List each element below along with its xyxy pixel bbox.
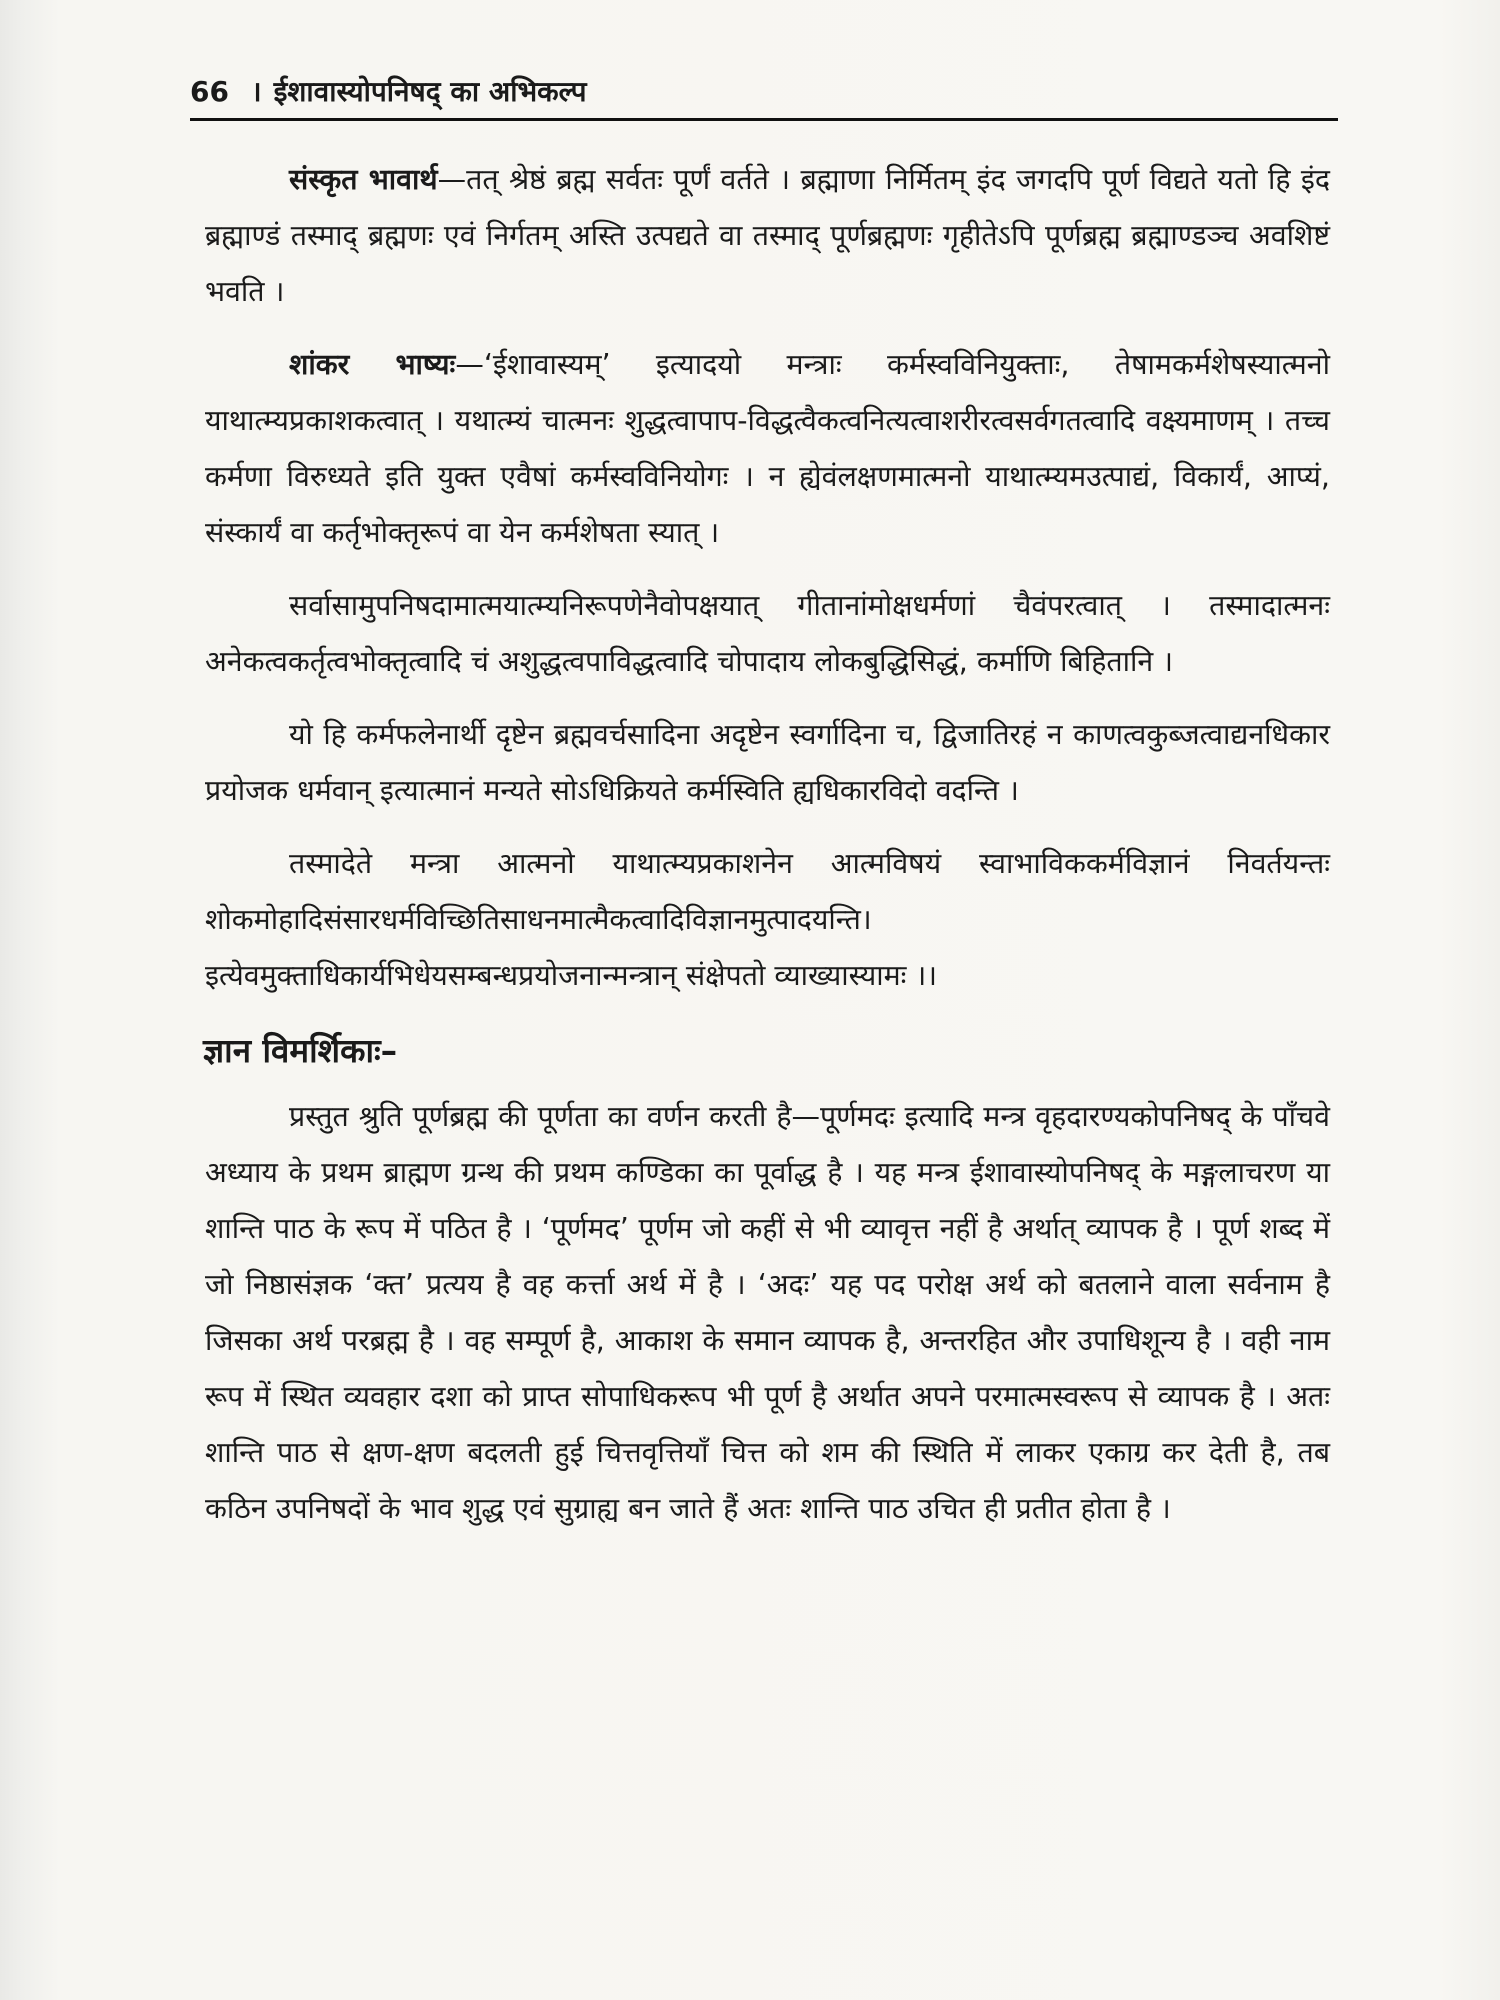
paragraph <box>205 707 1330 819</box>
paragraph-text: —‘ईशावास्यम्’ इत्यादयो मन्त्राः कर्मस्वविनियुक्ताः, तेषामकर्मशेषस्यात्मनो याथात्म्यप्रकाशकत्वात् । यथात्म्यं चात्मनः शुद्धत्वापाप-विद्धत्वैकत्वनित्यत्वाशरीरत्वसर्वगतत्वादि वक्ष्यमाणम् । तच्च कर्मणा विरुध्यते इति युक्त एवैषां कर्मस्वविनियोगः । न ह्येवंलक्षणमात्मनो याथात्म्यमउत्पाद्यं, विकार्यं, आप्यं, संस्कार्यं वा कर्तृभोक्तृरूपं वा येन कर्मशेषता स्यात् । <box>205 348 1330 549</box>
paragraph <box>205 578 1330 690</box>
paragraph-text: सर्वासामुपनिषदामात्मयात्म्यनिरूपणेनैवोपक्षयात् गीतानांमोक्षधर्मणां चैवंपरत्वात् । तस्मादात्मनः अनेकत्वकर्तृत्वभोक्तृत्वादि चं अशुद्धत्वपाविद्धत्वादि चोपादाय लोकबुद्धिसिद्धं, कर्माणि बिहितानि । <box>205 589 1330 678</box>
paragraph-text: प्रस्तुत श्रुति पूर्णब्रह्म की पूर्णता का वर्णन करती है—पूर्णमदः इत्यादि मन्त्र वृहदारण्यकोपनिषद् के पाँचवे अध्याय के प्रथम ब्राह्मण ग्रन्थ की प्रथम कण्डिका का पूर्वाद्ध है । यह मन्त्र ईशावास्योपनिषद् के मङ्गलाचरण या शान्ति पाठ के रूप में पठित है । ‘पूर्णमद’ पूर्णम जो कहीं से भी व्यावृत्त नहीं है अर्थात् व्यापक है । पूर्ण शब्द में जो निष्ठासंज्ञक ‘क्त’ प्रत्यय है वह कर्त्ता अर्थ में है । ‘अदः’ यह पद परोक्ष अर्थ को बतलाने वाला सर्वनाम है जिसका अर्थ परब्रह्म है । वह सम्पूर्ण है, आकाश के समान व्यापक है, अन्तरहित और उपाधिशून्य है । वही नाम रूप में स्थित व्यवहार दशा को प्राप्त सोपाधिकरूप भी पूर्ण है अर्थात अपने परमात्मस्वरूप से व्यापक है । अतः शान्ति पाठ से क्षण-क्षण बदलती हुई चित्तवृत्तियाँ चित्त को शम की स्थिति में लाकर एकाग्र कर देती है, तब कठिन उपनिषदों के भाव शुद्ध एवं सुग्राह्य बन जाते हैं अतः शान्ति पाठ उचित ही प्रतीत होता है । <box>205 1100 1330 1525</box>
paragraph <box>205 1089 1330 1537</box>
paragraph-text: तस्मादेते मन्त्रा आत्मनो याथात्म्यप्रकाशनेन आत्मविषयं स्वाभाविककर्मविज्ञानं निवर्तयन्तः शोकमोहादिसंसारधर्मविच्छितिसाधनमात्मैकत्वादिविज्ञानमुत्पादयन्ति। इत्येवमुक्ताधिकार्यभिधेयसम्बन्धप्रयोजनान्मन्त्रान् संक्षेपतो व्याख्यास्यामः ।। <box>205 847 1330 992</box>
section-heading: ज्ञान विमर्शिकाः– <box>203 1031 398 1070</box>
header-separator: । <box>250 75 262 108</box>
paragraph-shankar-bhashya <box>205 337 1330 561</box>
page-body <box>205 152 1330 1554</box>
paragraph-label: संस्कृत भावार्थ <box>289 163 438 196</box>
paragraph <box>205 836 1330 1004</box>
paragraph-text: यो हि कर्मफलेनार्थी दृष्टेन ब्रह्मवर्चसादिना अदृष्टेन स्वर्गादिना च, द्विजातिरहं न काणत्वकुब्जत्वाद्यनधिकार प्रयोजक धर्मवान् इत्यात्मानं मन्यते सोऽधिक्रियते कर्मस्विति ह्यधिकारविदो वदन्ति । <box>205 718 1330 807</box>
paragraph-text: —तत् श्रेष्ठं ब्रह्म सर्वतः पूर्णं वर्तते । ब्रह्माणा निर्मितम् इंद जगदपि पूर्ण विद्यते यतो हि इंद ब्रह्माण्डं तस्माद् ब्रह्मणः एवं निर्गतम् अस्ति उत्पद्यते वा तस्माद् पूर्णब्रह्मणः गृहीतेऽपि पूर्णब्रह्म ब्रह्माण्डञ्च अवशिष्टं भवति । <box>205 163 1331 308</box>
header-title: ईशावास्योपनिषद् का अभिकल्प <box>273 75 587 108</box>
running-header <box>190 66 1338 121</box>
paragraph-sanskrit-bhavarth <box>205 152 1330 320</box>
page-number: 66 <box>190 75 229 108</box>
paragraph-label: शांकर भाष्यः <box>289 348 456 381</box>
